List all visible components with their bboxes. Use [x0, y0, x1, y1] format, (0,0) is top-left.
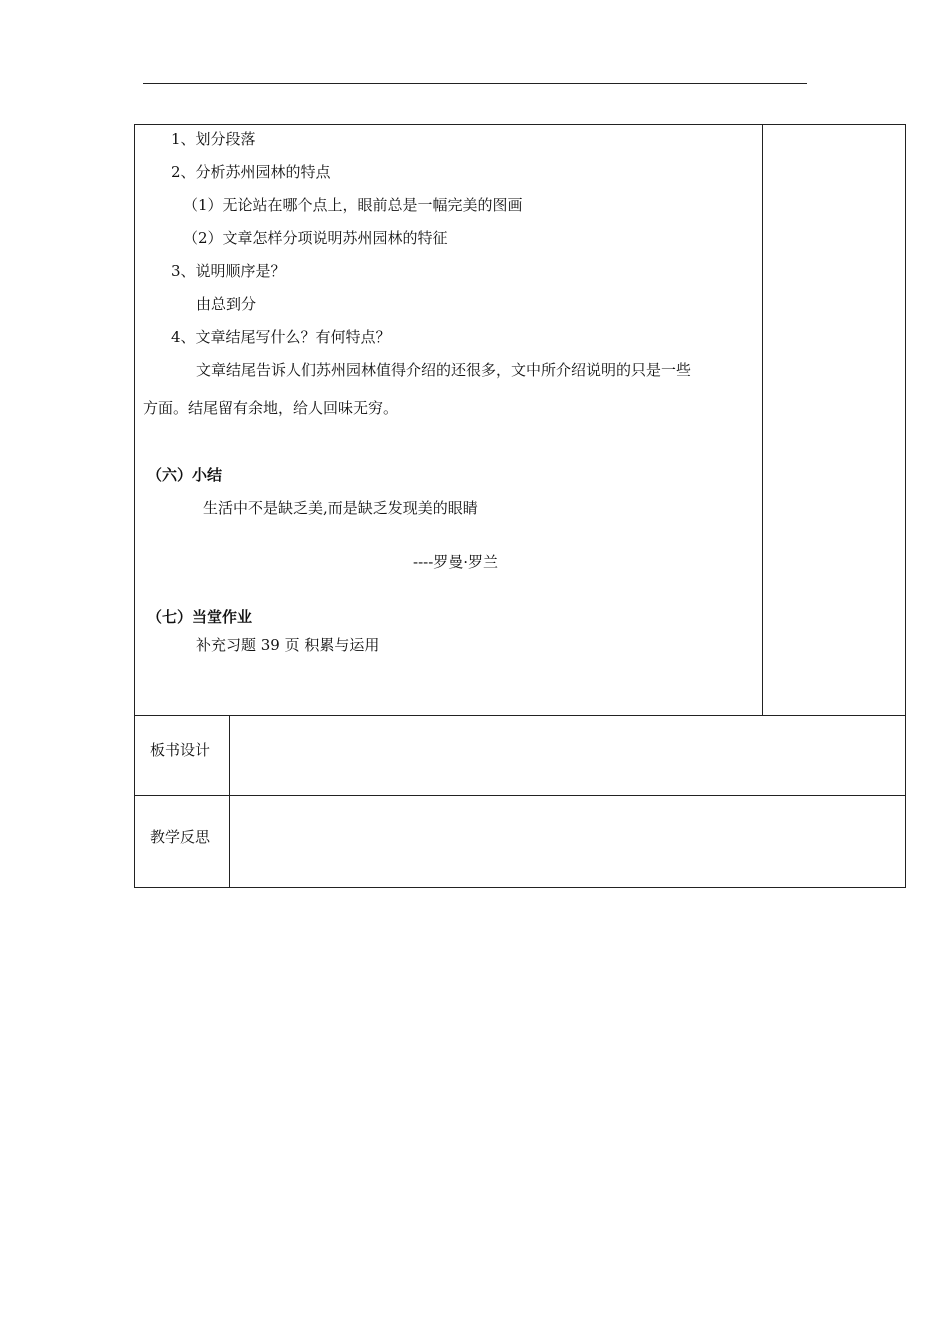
quote: 生活中不是缺乏美,而是缺乏发现美的眼睛 — [203, 499, 478, 517]
notes-column-divider — [762, 125, 763, 715]
item-2-sub-1: （1）无论站在哪个点上，眼前总是一幅完美的图画 — [183, 196, 523, 214]
board-design-label: 板书设计 — [150, 741, 211, 759]
item-4-answer-line-2: 方面。结尾留有余地，给人回味无穷。 — [143, 399, 399, 417]
item-3: 3、说明顺序是？ — [171, 262, 286, 280]
section-6-title: （六）小结 — [147, 466, 223, 484]
item-4-answer-line-1: 文章结尾告诉人们苏州园林值得介绍的还很多，文中所介绍说明的只是一些 — [196, 361, 692, 379]
item-3-answer: 由总到分 — [196, 295, 257, 313]
item-2: 2、分析苏州园林的特点 — [171, 163, 331, 181]
row-divider-board-design — [135, 715, 905, 716]
homework: 补充习题 39 页 积累与运用 — [196, 636, 380, 654]
header-rule — [143, 83, 807, 84]
label-column-divider — [229, 715, 230, 888]
section-7-title: （七）当堂作业 — [147, 608, 253, 626]
item-1: 1、划分段落 — [171, 130, 256, 148]
item-2-sub-2: （2）文章怎样分项说明苏州园林的特征 — [183, 229, 448, 247]
row-divider-reflection — [135, 795, 905, 796]
item-4: 4、文章结尾写什么？有何特点？ — [171, 328, 391, 346]
reflection-label: 教学反思 — [150, 828, 211, 846]
lesson-table — [134, 124, 906, 888]
quote-author: ----罗曼·罗兰 — [413, 553, 499, 571]
